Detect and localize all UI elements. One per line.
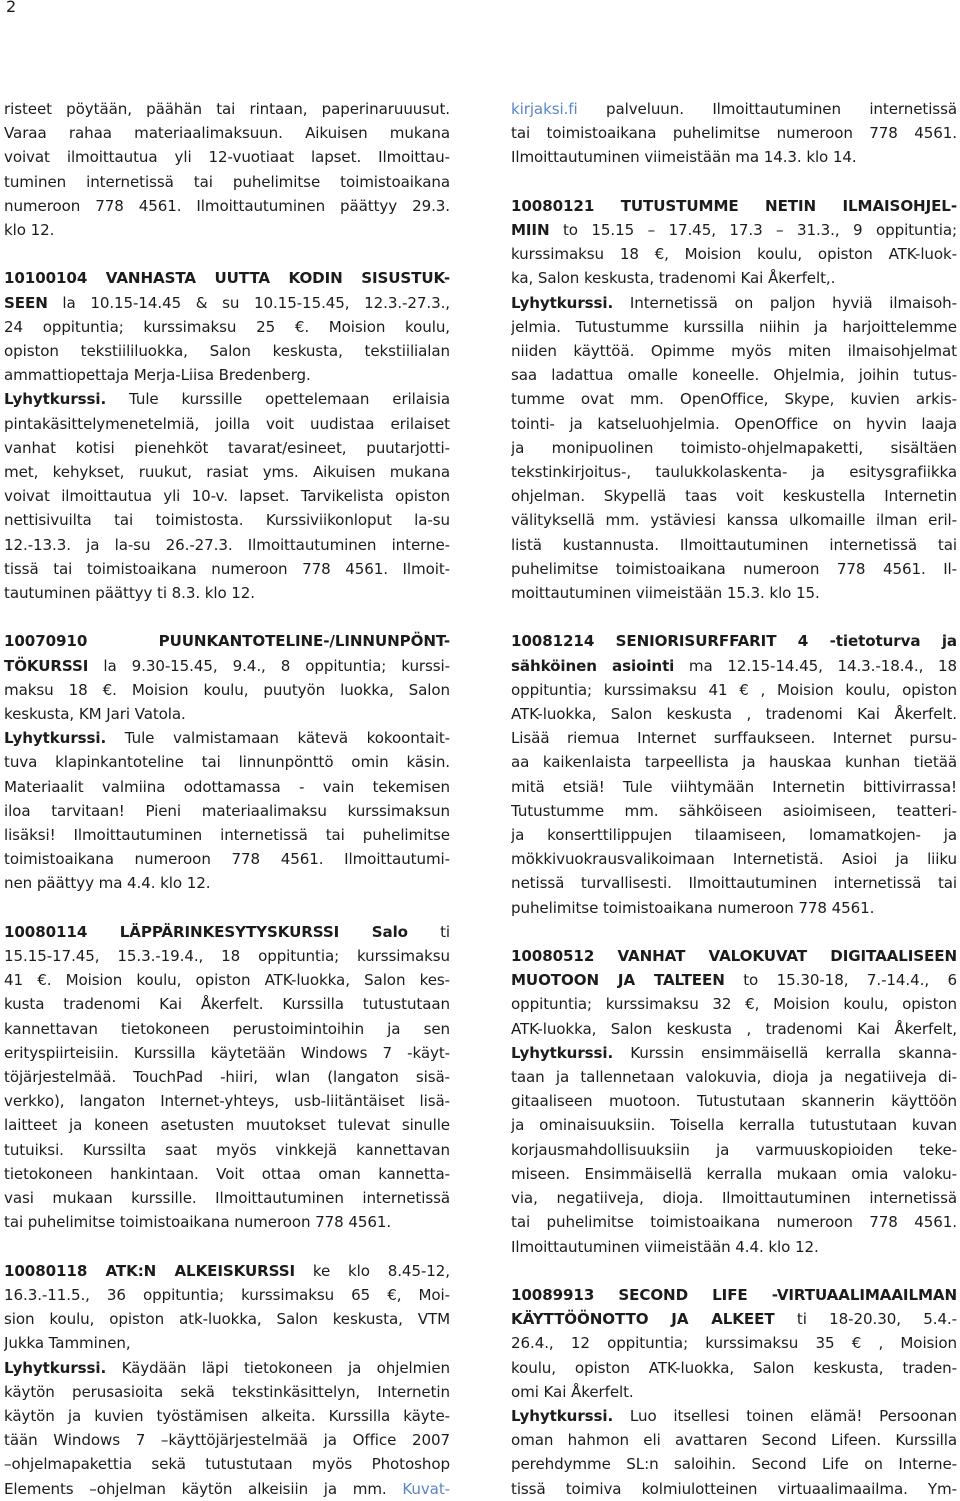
bold-heading: Lyhytkurssi.: [4, 390, 107, 409]
text-line: oppituntia; kurssimaksu 32 €, Moision koulu, opiston: [511, 995, 957, 1014]
text-line: 12.-13.3. ja la-su 26.-27.3. Ilmoittautuminen interne-: [4, 535, 450, 554]
text-line: via, negatiiveja, dioja. Ilmoittautuminen internetissä: [511, 1189, 957, 1208]
text-line: korjausmahdollisuuksiin ja varmuuskopioiden teke-: [511, 1140, 957, 1159]
text-line: lisäksi! Ilmoittautuminen internetissä tai puhelimitse: [4, 826, 450, 845]
text-line: perehdymme SL:n saloihin. Second Life on Interne-: [511, 1455, 957, 1474]
text-line: keskusta, KM Jari Vatola.: [4, 705, 186, 724]
text-line: tekstinkirjoitus-, taulukkolaskenta- ja esitysgrafiikka: [511, 463, 957, 482]
text-line: tään Windows 7 –käyttöjärjestelmää ja Office 2007: [4, 1431, 450, 1450]
text-line: Varaa rahaa materiaalimaksuun. Aikuisen mukana: [4, 124, 450, 143]
text-line: Lisää riemua Internet surffaukseen. Internet pursu-: [511, 729, 957, 748]
text-line: Jukka Tamminen,: [4, 1334, 131, 1353]
text-line: 10080114 LÄPPÄRINKESYTYSKURSSI Salo ti: [4, 922, 450, 941]
paragraph-gap: [511, 170, 957, 194]
text-line: Ilmoittautuminen viimeistään 4.4. klo 12.: [511, 1237, 819, 1256]
web-link[interactable]: Kuvat-: [402, 1479, 450, 1498]
bold-heading: 10080121 TUTUSTUMME NETIN ILMAISOHJEL-: [511, 196, 957, 215]
text-line: tumme ovat mm. OpenOffice, Skype, kuvien arkis-: [511, 390, 957, 409]
text-line: tutuiksi. Kurssilta saat myös vinkkejä kannettavan: [4, 1140, 450, 1159]
text-line: voivat ilmoittautua yli 10-v. lapset. Tarvikelista opiston: [4, 487, 450, 506]
text-line: kirjaksi.fi palveluun. Ilmoittautuminen internetissä: [511, 100, 957, 118]
text-line: nettisivuilta tai toimistosta. Kurssiviikonloput la-su: [4, 511, 450, 530]
text-line: mitä etsiä! Tule viihtymään Internetin bittivirrassa!: [511, 777, 957, 796]
text-line: ja monipuolinen toimisto-ohjelmapaketti, sisältäen: [511, 438, 957, 457]
page-number: 2: [6, 0, 17, 16]
text-line: listä kustannusta. Ilmoittautuminen internetissä tai: [511, 535, 957, 554]
text-line: nen päättyy ma 4.4. klo 12.: [4, 874, 211, 893]
paragraph-gap: [4, 1235, 450, 1259]
text-line: aa kaikenlaista tarpeellista ja hauskaa kunhan tietää: [511, 753, 957, 772]
text-line: Ilmoittautuminen viimeistään ma 14.3. klo 14.: [511, 148, 857, 167]
text-line: MUOTOON JA TALTEEN to 15.30-18, 7.-14.4., 6: [511, 971, 957, 990]
text-line: vasi mukaan kurssille. Ilmoittautuminen internetissä: [4, 1189, 450, 1208]
text-line: [511, 194, 957, 218]
text-line: käytön perusasioita sekä tekstinkäsittelyn, Internetin: [4, 1382, 450, 1401]
text-line: 16.3.-11.5., 36 oppituntia; kurssimaksu 65 €, Moi-: [4, 1285, 450, 1304]
text-line: [511, 629, 957, 653]
text-line: Lyhytkurssi. Kurssin ensimmäisellä kerralla skanna-: [511, 1043, 957, 1062]
text-line: miseen. Ensimmäisellä kerralla mukaan omia valoku-: [511, 1164, 957, 1183]
text-line: [511, 1283, 957, 1307]
text-line: Lyhytkurssi. Internetissä on paljon hyviä ilmaisoh-: [511, 293, 957, 312]
text-line: saa ladattua omalle koneelle. Ohjelmia, joihin tutus-: [511, 366, 957, 385]
text-line: omi Kai Åkerfelt.: [511, 1382, 634, 1401]
text-line: verkko), langaton Internet-yhteys, usb-liitäntäiset lisä-: [4, 1092, 450, 1111]
text-line: pintakäsittelymenetelmiä, joilla voit uudistaa erilaiset: [4, 414, 450, 433]
text-line: välityksellä mm. ystäviesi kanssa ulkomaille ilman eril-: [511, 511, 957, 530]
text-line: risteet pöytään, päähän tai rintaan, paperinaruuusut.: [4, 100, 450, 118]
text-line: koulu, opiston ATK-luokka, Salon keskusta, traden-: [511, 1358, 957, 1377]
text-line: toimistoaikana numeroon 778 4561. Ilmoittautumi-: [4, 850, 450, 869]
text-line: töjärjestelmää. TouchPad -hiiri, wlan (langaton sisä-: [4, 1068, 450, 1087]
text-line: opiston tekstiililuokka, Salon keskusta, tekstiilialan: [4, 342, 450, 361]
text-line: SEEN la 10.15-14.45 & su 10.15-15.45, 12.3.-27.3.,: [4, 293, 450, 312]
text-line: iloa tarvitaan! Pieni materiaalimaksu kurssimaksun: [4, 801, 450, 820]
text-line: tointi- ja katseluohjelmia. OpenOffice on hyvin laaja: [511, 414, 957, 433]
text-line: met, kehykset, ruukut, rasiat yms. Aikuisen mukana: [4, 463, 450, 482]
text-line: vanhat kotisi pienehköt tavarat/esineet, puutarjotti-: [4, 438, 450, 457]
paragraph-gap: [511, 920, 957, 944]
text-line: tuva klapinkantoteline tai linnunpönttö omin käsin.: [4, 753, 450, 772]
text-line: numeroon 778 4561. Ilmoittautuminen päättyy 29.3.: [4, 196, 450, 215]
text-line: klo 12.: [4, 221, 55, 240]
bold-heading: Lyhytkurssi.: [511, 1406, 614, 1425]
paragraph-gap: [4, 896, 450, 920]
text-line: –ohjelmapakettia sekä tutustutaan myös Photoshop: [4, 1455, 450, 1474]
text-line: ohjelman. Skypellä taas voit keskustella Internetin: [511, 487, 957, 506]
text-line: niiden käyttöä. Opimme myös miten ilmaisohjelmat: [511, 342, 957, 361]
text-line: 15.15-17.45, 15.3.-19.4., 18 oppituntia; kurssimaksu: [4, 947, 450, 966]
text-line: netissä turvallisesti. Ilmoittautuminen internetissä tai: [511, 874, 957, 893]
text-line: erityspiirteisiin. Kurssilla käytetään Windows 7 -käyt-: [4, 1043, 450, 1062]
text-line: oman hahmon eli avattaren Second Lifeen. Kurssilla: [511, 1431, 957, 1450]
bold-heading: MUOTOON JA TALTEEN: [511, 971, 725, 990]
text-line: tuminen internetissä tai puhelimitse toimistoaikana: [4, 172, 450, 191]
text-line: oppituntia; kurssimaksu 41 € , Moision koulu, opiston: [511, 680, 957, 699]
text-line: [4, 629, 450, 653]
text-line: [511, 944, 957, 968]
text-line: mökkivuokrausvalikoimaan Internetistä. Asioi ja liiku: [511, 850, 957, 869]
text-line: kannettavan tietokoneen perustoimintoihin ja sen: [4, 1019, 450, 1038]
bold-heading: KÄYTTÖÖNOTTO JA ALKEET: [511, 1310, 775, 1329]
text-line: kurssimaksu 18 €, Moision koulu, opiston ATK-luok-: [511, 245, 957, 264]
text-line: Materiaalit valmiina odottamassa - vain tekemisen: [4, 777, 450, 796]
bold-heading: 10089913 SECOND LIFE -VIRTUAALIMAAILMAN: [511, 1285, 957, 1304]
left-column: [4, 97, 450, 1501]
text-line: laitteet ja koneen asetusten muutokset tulevat sinulle: [4, 1116, 450, 1135]
text-line: käytön ja kuvien työstämisen alkeita. Kurssilla käyte-: [4, 1406, 450, 1425]
bold-heading: 10080512 VANHAT VALOKUVAT DIGITAALISEEN: [511, 947, 957, 966]
text-line: gitaaliseen muotoon. Tutustutaan skannerin käyttöön: [511, 1092, 957, 1111]
text-line: TÖKURSSI la 9.30-15.45, 9.4., 8 oppituntia; kurssi-: [4, 656, 450, 675]
text-line: sähköinen asiointi ma 12.15-14.45, 14.3.-18.4., 18: [511, 656, 957, 675]
text-line: Lyhytkurssi. Käydään läpi tietokoneen ja ohjelmien: [4, 1358, 450, 1377]
text-line: voivat ilmoittautua yli 12-vuotiaat lapset. Ilmoittau-: [4, 148, 450, 167]
text-line: ka, Salon keskusta, tradenomi Kai Åkerfelt,.: [511, 269, 836, 288]
bold-heading: 10070910 PUUNKANTOTELINE-/LINNUNPÖNT-: [4, 632, 450, 651]
text-line: puhelimitse toimistoaikana numeroon 778 4561. Il-: [511, 559, 957, 578]
bold-heading: TÖKURSSI: [4, 656, 89, 675]
bold-heading: Lyhytkurssi.: [4, 729, 107, 748]
text-line: 26.4., 12 oppituntia; kurssimaksu 35 € , Moision: [511, 1334, 957, 1353]
text-line: tai toimistoaikana puhelimitse numeroon 778 4561.: [511, 124, 957, 143]
text-line: puhelimitse toimistoaikana numeroon 778 4561.: [511, 898, 875, 917]
text-line: taan ja tallennetaan valokuvia, dioja ja negatiiveja di-: [511, 1068, 957, 1087]
text-line: Lyhytkurssi. Luo itsellesi toinen elämä! Persoonan: [511, 1406, 957, 1425]
paragraph-gap: [4, 242, 450, 266]
bold-heading: Lyhytkurssi.: [511, 1043, 614, 1062]
bold-heading: SEEN: [4, 293, 48, 312]
bold-heading: Lyhytkurssi.: [511, 293, 614, 312]
text-line: Tutustumme mm. sähköiseen asioimiseen, teatteri-: [511, 801, 957, 820]
text-line: [4, 266, 450, 290]
text-line: Elements –ohjelman käytön alkeisiin ja mm. Kuvat-: [4, 1479, 450, 1498]
bold-heading: 10080114 LÄPPÄRINKESYTYSKURSSI Salo: [4, 922, 408, 941]
text-line: tai puhelimitse toimistoaikana numeroon 778 4561.: [511, 1213, 957, 1232]
text-line: ATK-luokka, Salon keskusta , tradenomi Kai Åkerfelt.: [511, 705, 957, 724]
text-line: 24 oppituntia; kurssimaksu 25 €. Moision koulu,: [4, 317, 450, 336]
text-line: kusta tradenomi Kai Åkerfelt. Kurssilla tutustutaan: [4, 995, 450, 1014]
text-line: maksu 18 €. Moision koulu, puutyön luokka, Salon: [4, 680, 450, 699]
text-line: moittautuminen viimeistään 15.3. klo 15.: [511, 584, 820, 603]
text-line: tissä tai toimistoaikana numeroon 778 4561. Ilmoit-: [4, 559, 450, 578]
bold-heading: Lyhytkurssi.: [4, 1358, 107, 1377]
text-line: ja konserttilippujen tilaamiseen, lomamatkojen- ja: [511, 826, 957, 845]
paragraph-gap: [511, 1259, 957, 1283]
text-line: tissä toimiva kolmiulotteinen virtuaalimaailma. Ym-: [511, 1479, 957, 1498]
text-line: KÄYTTÖÖNOTTO JA ALKEET ti 18-20.30, 5.4.-: [511, 1310, 957, 1329]
text-line: ATK-luokka, Salon keskusta , tradenomi Kai Åkerfelt,: [511, 1019, 957, 1038]
paragraph-gap: [4, 605, 450, 629]
text-line: tautuminen päättyy ti 8.3. klo 12.: [4, 584, 255, 603]
bold-heading: sähköinen asiointi: [511, 656, 675, 675]
text-line: tietokoneen hankintaan. Voit ottaa oman kannetta-: [4, 1164, 450, 1183]
text-line: Lyhytkurssi. Tule kurssille opettelemaan erilaisia: [4, 390, 450, 409]
bold-heading: 10100104 VANHASTA UUTTA KODIN SISUSTUK-: [4, 269, 450, 288]
text-line: ammattiopettaja Merja-Liisa Bredenberg.: [4, 366, 311, 385]
text-line: Lyhytkurssi. Tule valmistamaan kätevä kokoontait-: [4, 729, 450, 748]
text-line: jelmia. Tutustumme kurssilla niihin ja harjoittelemme: [511, 317, 957, 336]
bold-heading: 10080118 ATK:N ALKEISKURSSI: [4, 1261, 296, 1280]
text-line: 10080118 ATK:N ALKEISKURSSI ke klo 8.45-12,: [4, 1261, 450, 1280]
text-line: tai puhelimitse toimistoaikana numeroon 778 4561.: [4, 1213, 392, 1232]
text-line: sion koulu, opiston atk-luokka, Salon keskusta, VTM: [4, 1310, 450, 1329]
right-column: [511, 97, 957, 1501]
text-line: MIIN to 15.15 – 17.45, 17.3 – 31.3., 9 oppituntia;: [511, 221, 957, 239]
text-line: ja ominaisuuksiin. Toisella kerralla tutustutaan kuvan: [511, 1116, 957, 1135]
paragraph-gap: [511, 605, 957, 629]
bold-heading: MIIN: [511, 221, 550, 239]
bold-heading: 10081214 SENIORISURFFARIT 4 -tietoturva ja: [511, 632, 957, 651]
web-link[interactable]: kirjaksi.fi: [511, 100, 578, 118]
text-line: 41 €. Moision koulu, opiston ATK-luokka, Salon kes-: [4, 971, 450, 990]
